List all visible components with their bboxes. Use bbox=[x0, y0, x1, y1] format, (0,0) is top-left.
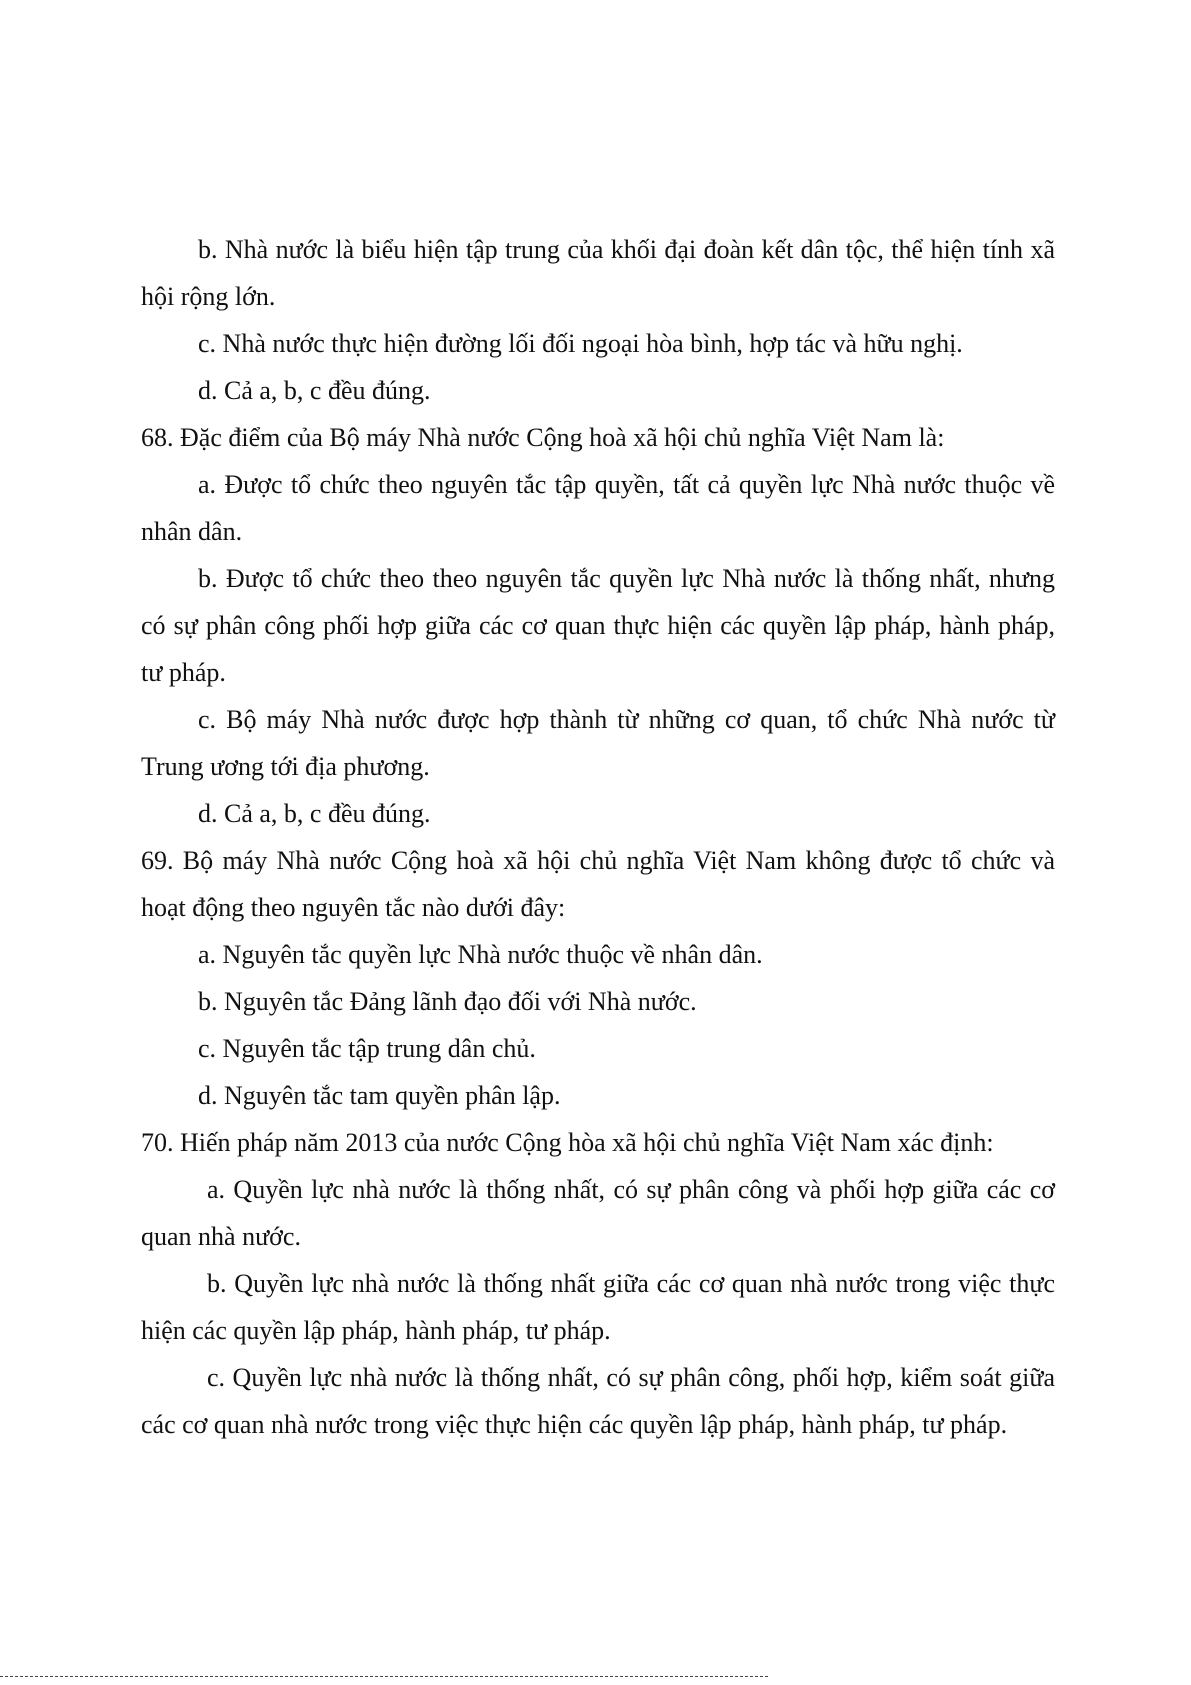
option-67c: c. Nhà nước thực hiện đường lối đối ngoại hòa bình, hợp tác và hữu nghị. bbox=[198, 329, 963, 358]
page-bottom-rule bbox=[0, 1676, 768, 1677]
question-69: 69. Bộ máy Nhà nước Cộng hoà xã hội chủ nghĩa Việt Nam không được tổ chức và hoạt động theo nguyên tắc nào dưới đây: bbox=[141, 846, 1055, 922]
option-69c: c. Nguyên tắc tập trung dân chủ. bbox=[198, 1034, 536, 1063]
option-68d: d. Cả a, b, c đều đúng. bbox=[198, 799, 431, 828]
option-69d: d. Nguyên tắc tam quyền phân lập. bbox=[198, 1081, 561, 1110]
option-68c: c. Bộ máy Nhà nước được hợp thành từ những cơ quan, tổ chức Nhà nước từ Trung ương tới địa phương. bbox=[141, 705, 1055, 781]
document-body bbox=[141, 226, 1055, 1448]
option-68a: a. Được tổ chức theo nguyên tắc tập quyền, tất cả quyền lực Nhà nước thuộc về nhân dân. bbox=[141, 470, 1055, 546]
option-70b: b. Quyền lực nhà nước là thống nhất giữa các cơ quan nhà nước trong việc thực hiện các quyền lập pháp, hành pháp, tư pháp. bbox=[141, 1269, 1055, 1345]
option-68b: b. Được tổ chức theo theo nguyên tắc quyền lực Nhà nước là thống nhất, nhưng có sự phân công phối hợp giữa các cơ quan thực hiện các quyền lập pháp, hành pháp, tư pháp. bbox=[141, 564, 1055, 687]
option-70c: c. Quyền lực nhà nước là thống nhất, có sự phân công, phối hợp, kiểm soát giữa các cơ quan nhà nước trong việc thực hiện các quyền lập pháp, hành pháp, tư pháp. bbox=[141, 1363, 1055, 1439]
option-69b: b. Nguyên tắc Đảng lãnh đạo đối với Nhà nước. bbox=[198, 987, 697, 1016]
question-70: 70. Hiến pháp năm 2013 của nước Cộng hòa xã hội chủ nghĩa Việt Nam xác định: bbox=[141, 1128, 994, 1157]
option-67b: b. Nhà nước là biểu hiện tập trung của khối đại đoàn kết dân tộc, thể hiện tính xã hội rộng lớn. bbox=[141, 235, 1055, 311]
option-69a: a. Nguyên tắc quyền lực Nhà nước thuộc về nhân dân. bbox=[198, 940, 763, 969]
option-67d: d. Cả a, b, c đều đúng. bbox=[198, 376, 431, 405]
question-68: 68. Đặc điểm của Bộ máy Nhà nước Cộng hoà xã hội chủ nghĩa Việt Nam là: bbox=[141, 423, 945, 452]
option-70a: a. Quyền lực nhà nước là thống nhất, có sự phân công và phối hợp giữa các cơ quan nhà nước. bbox=[141, 1175, 1055, 1251]
